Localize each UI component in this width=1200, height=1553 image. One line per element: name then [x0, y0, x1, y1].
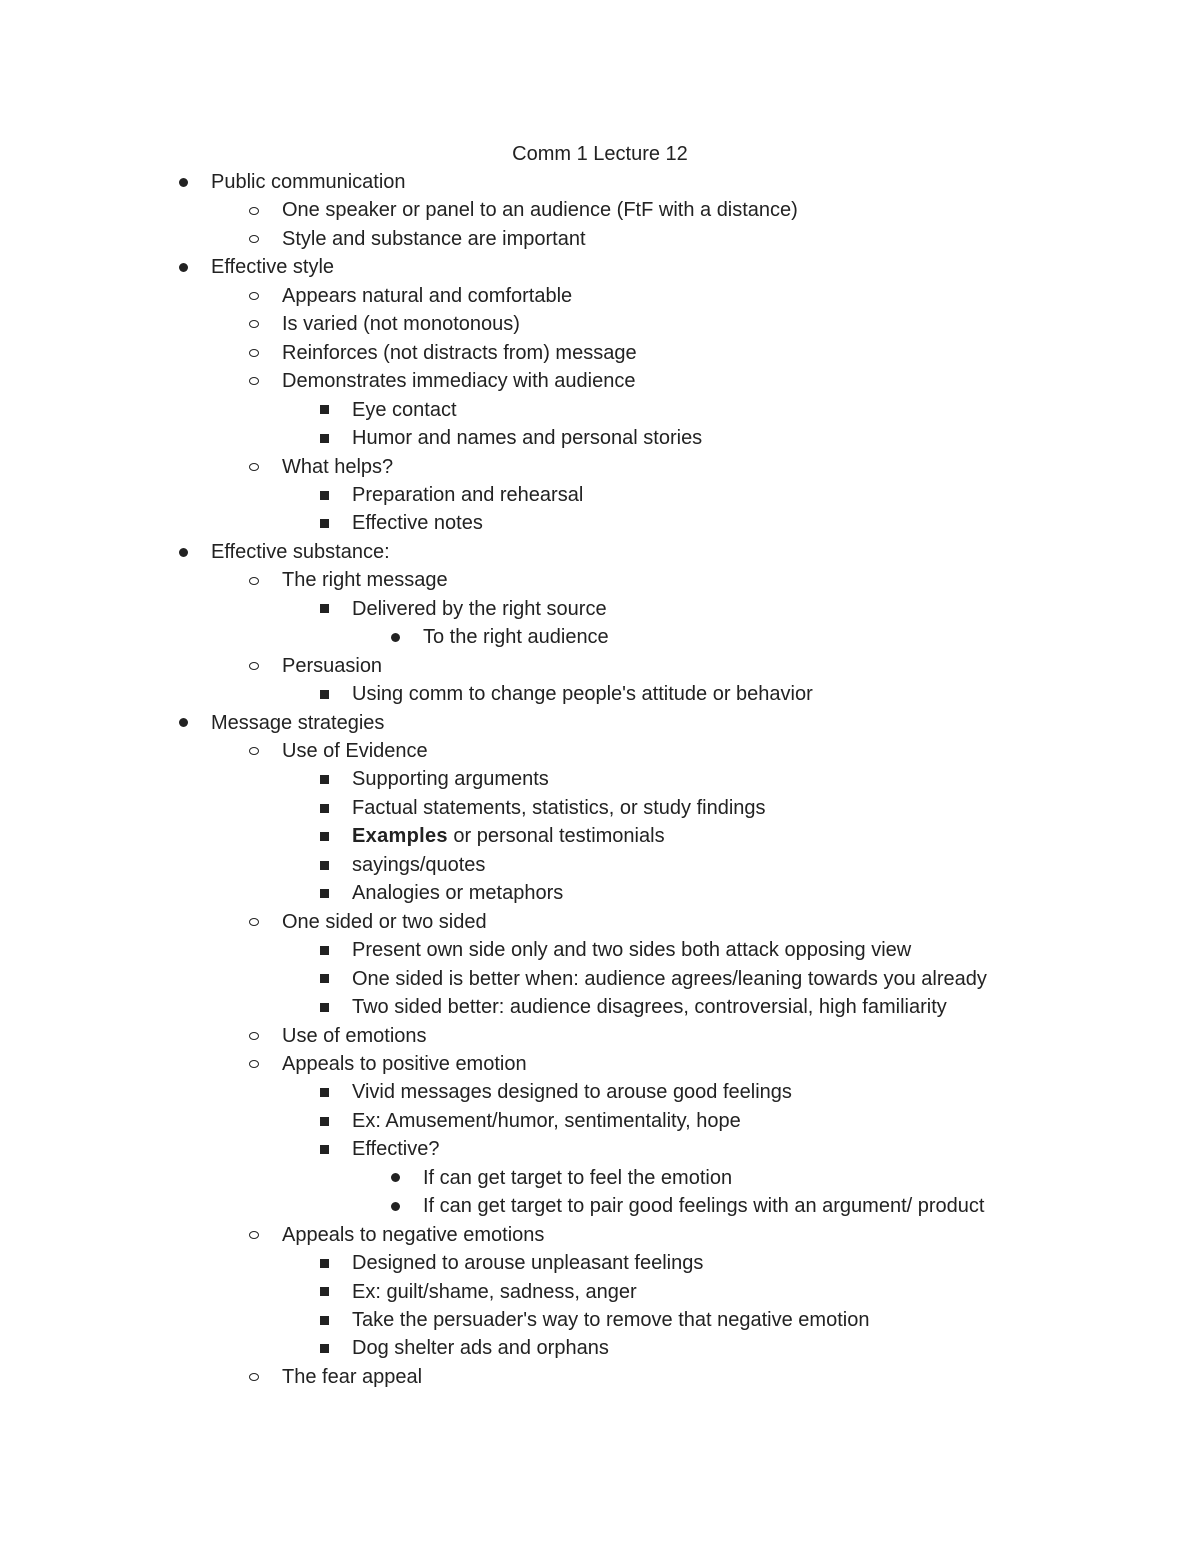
square-icon	[317, 936, 331, 964]
square-icon	[317, 1306, 331, 1334]
list-item-label: Take the persuader's way to remove that negative emotion	[352, 1309, 870, 1331]
list-item-label: Reinforces (not distracts from) message	[282, 341, 637, 364]
list-item	[0, 1334, 1200, 1362]
page-title: Comm 1 Lecture 12	[512, 143, 688, 165]
list-item	[0, 1022, 1200, 1050]
list-item-text	[352, 396, 457, 424]
list-item	[0, 1192, 1200, 1220]
list-item	[0, 453, 1200, 481]
square-icon	[317, 1334, 331, 1362]
square-icon	[317, 595, 331, 623]
circle-icon	[247, 1363, 261, 1391]
list-item	[0, 709, 1200, 737]
list-item-label: Effective style	[211, 256, 335, 279]
list-item-label: Dog shelter ads and orphans	[352, 1337, 609, 1360]
list-item	[0, 566, 1200, 594]
list-item	[0, 993, 1200, 1021]
disc-icon	[176, 538, 190, 566]
circle-icon	[247, 196, 261, 224]
list-item	[0, 1078, 1200, 1106]
square-icon	[317, 965, 331, 993]
list-item	[0, 1306, 1200, 1334]
list-item	[0, 794, 1200, 822]
list-item	[0, 481, 1200, 509]
list-item-label: Message strategies	[211, 711, 385, 734]
list-item	[0, 765, 1200, 793]
list-item-text	[352, 595, 607, 623]
list-item-text	[282, 737, 428, 765]
circle-icon	[247, 310, 261, 338]
list-item-label: sayings/quotes	[352, 853, 486, 876]
list-item	[0, 310, 1200, 338]
list-item	[0, 253, 1200, 281]
square-icon	[317, 396, 331, 424]
list-item-text	[352, 965, 987, 993]
list-item-label: The fear appeal	[282, 1365, 423, 1388]
list-item-label: Demonstrates immediacy with audience	[282, 370, 636, 393]
circle-icon	[247, 652, 261, 680]
circle-icon	[247, 282, 261, 310]
list-item	[0, 367, 1200, 395]
list-item-label: Humor and names and personal stories	[352, 427, 703, 450]
list-item	[0, 965, 1200, 993]
circle-icon	[247, 1050, 261, 1078]
circle-icon	[247, 737, 261, 765]
list-item-text	[352, 936, 911, 964]
list-item-label: Preparation and rehearsal	[352, 483, 584, 506]
list-item-label: If can get target to feel the emotion	[423, 1166, 733, 1189]
list-item	[0, 936, 1200, 964]
list-item-label: Use of emotions	[282, 1024, 427, 1047]
square-icon	[317, 1107, 331, 1135]
list-item	[0, 168, 1200, 196]
list-item	[0, 225, 1200, 253]
disc-icon	[388, 1192, 402, 1220]
square-icon	[317, 851, 331, 879]
list-item-text	[282, 196, 798, 224]
list-item-text	[211, 168, 406, 196]
list-item-text	[423, 1164, 732, 1192]
list-item-text	[282, 1022, 427, 1050]
list-item	[0, 851, 1200, 879]
square-icon	[317, 424, 331, 452]
list-item-text	[282, 339, 637, 367]
list-item-text	[282, 367, 636, 395]
list-item-text	[282, 282, 572, 310]
list-item	[0, 538, 1200, 566]
list-item-label: Supporting arguments	[352, 768, 549, 791]
list-item-label: Designed to arouse unpleasant feelings	[352, 1252, 704, 1275]
square-icon	[317, 822, 331, 850]
list-item-text	[352, 822, 665, 850]
circle-icon	[247, 339, 261, 367]
list-item-label: If can get target to pair good feelings with an argument/ product	[423, 1195, 985, 1218]
list-item	[0, 1164, 1200, 1192]
list-item-text	[282, 1221, 544, 1249]
list-item-label: One sided or two sided	[282, 910, 487, 933]
list-item-label: Effective?	[352, 1138, 440, 1161]
list-item-text	[352, 1278, 637, 1306]
list-item-label: Use of Evidence	[282, 740, 428, 762]
list-item-label: One speaker or panel to an audience (FtF with a distance)	[282, 199, 798, 222]
list-item-text	[352, 509, 483, 537]
list-item	[0, 1221, 1200, 1249]
list-item-text	[352, 879, 563, 907]
disc-icon	[176, 168, 190, 196]
list-item	[0, 623, 1200, 651]
list-item-label: Public communication	[211, 171, 406, 193]
list-item-text	[282, 566, 448, 594]
circle-icon	[247, 1221, 261, 1249]
circle-icon	[247, 1022, 261, 1050]
square-icon	[317, 794, 331, 822]
list-item-text	[282, 225, 586, 253]
list-item-label: Appeals to positive emotion	[282, 1052, 527, 1075]
disc-icon	[176, 709, 190, 737]
list-item-text	[352, 993, 947, 1021]
list-item-text	[352, 1135, 439, 1163]
list-item	[0, 339, 1200, 367]
square-icon	[317, 509, 331, 537]
list-item-text	[282, 1050, 527, 1078]
list-item	[0, 737, 1200, 765]
list-item-text	[282, 453, 393, 481]
list-item-text	[352, 1306, 869, 1334]
square-icon	[317, 1249, 331, 1277]
list-item-text	[352, 1078, 792, 1106]
list-item-text	[352, 481, 583, 509]
list-item	[0, 282, 1200, 310]
list-item-label: Appeals to negative emotions	[282, 1223, 545, 1246]
list-item-text	[282, 1363, 422, 1391]
list-item	[0, 1363, 1200, 1391]
list-item-text	[352, 680, 813, 708]
list-item-label: Analogies or metaphors	[352, 882, 564, 905]
list-item-label: Factual statements, statistics, or study findings	[352, 796, 766, 819]
list-item	[0, 424, 1200, 452]
disc-icon	[388, 1164, 402, 1192]
list-item-text	[282, 652, 382, 680]
list-item-label: Two sided better: audience disagrees, controversial, high familiarity	[352, 996, 947, 1019]
list-item-text	[352, 1249, 703, 1277]
list-item-label: Is varied (not monotonous)	[282, 313, 520, 336]
list-item-label: Effective notes	[352, 512, 483, 535]
list-item-label: Delivered by the right source	[352, 597, 607, 620]
list-item-label: Present own side only and two sides both attack opposing view	[352, 939, 912, 962]
list-item-label: Ex: guilt/shame, sadness, anger	[352, 1280, 637, 1303]
square-icon	[317, 1135, 331, 1163]
list-item	[0, 1278, 1200, 1306]
list-item-label: To the right audience	[423, 626, 609, 649]
list-item	[0, 879, 1200, 907]
list-item	[0, 1107, 1200, 1135]
list-item	[0, 822, 1200, 850]
square-icon	[317, 680, 331, 708]
disc-icon	[176, 253, 190, 281]
list-item-label: Effective substance:	[211, 540, 390, 563]
square-icon	[317, 765, 331, 793]
list-item-label: The right message	[282, 569, 448, 592]
list-item-text	[352, 424, 702, 452]
list-item-text	[211, 538, 390, 566]
list-item-text	[211, 709, 384, 737]
list-item-label: Ex: Amusement/humor, sentimentality, hope	[352, 1109, 741, 1132]
list-item	[0, 1050, 1200, 1078]
list-item-text	[211, 253, 334, 281]
bold-term: Examples	[352, 825, 448, 848]
circle-icon	[247, 566, 261, 594]
list-item	[0, 908, 1200, 936]
list-item-label: Using comm to change people's attitude or behavior	[352, 683, 813, 706]
list-item	[0, 509, 1200, 537]
list-item-text	[282, 310, 520, 338]
list-item	[0, 652, 1200, 680]
list-item-label: One sided is better when: audience agrees/leaning towards you already	[352, 967, 987, 990]
square-icon	[317, 481, 331, 509]
list-item-text	[352, 794, 766, 822]
list-item-label: Persuasion	[282, 654, 383, 677]
list-item-label: What helps?	[282, 455, 394, 478]
list-item-label: or personal testimonials	[447, 825, 665, 848]
circle-icon	[247, 908, 261, 936]
list-item	[0, 595, 1200, 623]
list-item	[0, 680, 1200, 708]
list-item-label: Vivid messages designed to arouse good feelings	[352, 1081, 792, 1104]
square-icon	[317, 1078, 331, 1106]
list-item-text	[352, 851, 485, 879]
circle-icon	[247, 367, 261, 395]
circle-icon	[247, 225, 261, 253]
list-item-text	[423, 623, 609, 651]
square-icon	[317, 993, 331, 1021]
circle-icon	[247, 453, 261, 481]
list-item	[0, 196, 1200, 224]
disc-icon	[388, 623, 402, 651]
list-item	[0, 1249, 1200, 1277]
list-item-text	[352, 765, 549, 793]
list-item	[0, 396, 1200, 424]
square-icon	[317, 1278, 331, 1306]
list-item-text	[282, 908, 487, 936]
list-item-label: Style and substance are important	[282, 227, 586, 250]
square-icon	[317, 879, 331, 907]
list-item-text	[423, 1192, 984, 1220]
list-item-text	[352, 1334, 609, 1362]
list-item-label: Eye contact	[352, 398, 457, 421]
list-item-text	[352, 1107, 741, 1135]
list-item-label: Appears natural and comfortable	[282, 284, 573, 307]
list-item	[0, 1135, 1200, 1163]
